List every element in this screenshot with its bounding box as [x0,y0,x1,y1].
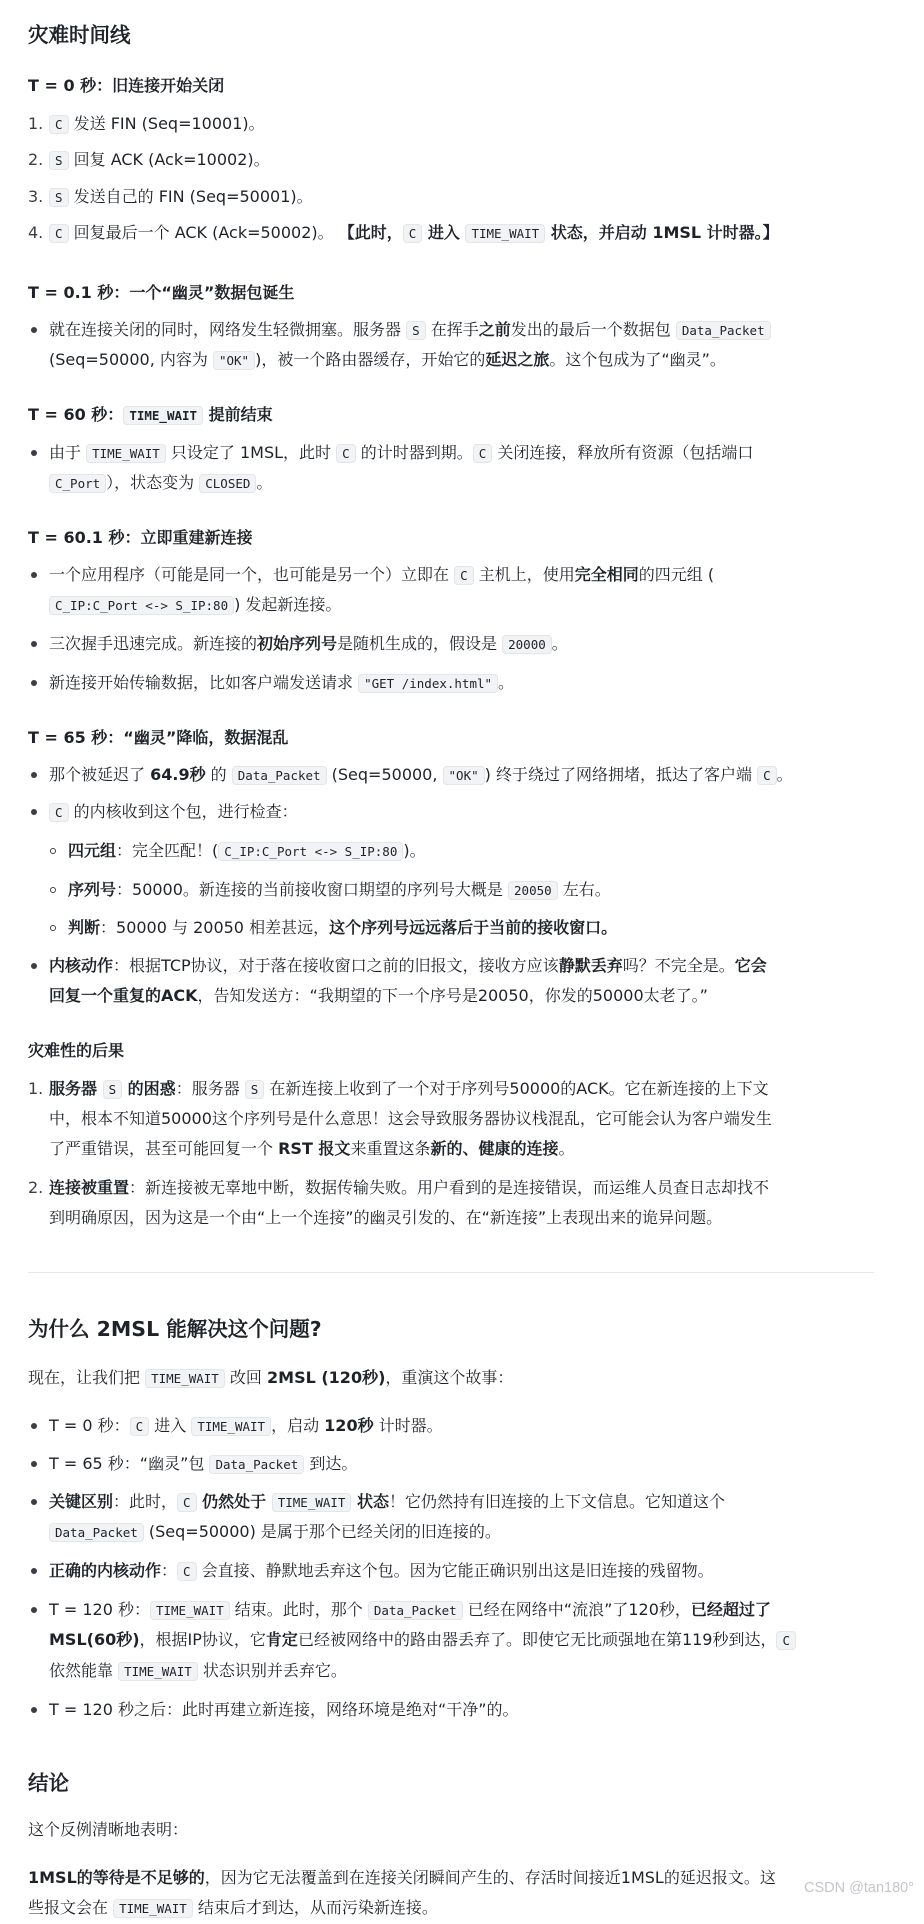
paragraph-conclusion: 1MSL的等待是不足够的，因为它无法覆盖到在连接关闭瞬间产生的、存活时间接近1MSL的延迟报文。这 [28,1868,776,1887]
heading-t01: T = 0.1 秒：一个“幽灵”数据包诞生 [28,283,295,302]
heading-t601: T = 60.1 秒：立即重建新连接 [28,528,253,547]
paragraph-conclusion-cont: 些报文会在 TIME_WAIT 结束后才到达，从而污染新连接。 [28,1898,438,1917]
paragraph-conclusion-intro: 这个反例清晰地表明： [28,1820,189,1839]
heading-t65: T = 65 秒：“幽灵”降临，数据混乱 [28,728,289,747]
watermark: CSDN @tan180° [804,1880,914,1896]
section-title-conclusion: 结论 [28,1771,69,1795]
section-title-timeline: 灾难时间线 [28,23,131,47]
heading-consequences: 灾难性的后果 [28,1041,125,1060]
paragraph-intro: 现在，让我们把 TIME_WAIT 改回 2MSL (120秒)，重演这个故事： [28,1368,514,1387]
heading-t0: T = 0 秒：旧连接开始关闭 [28,76,225,95]
section-title-why-2msl: 为什么 2MSL 能解决这个问题? [28,1317,322,1341]
divider [28,1272,874,1273]
heading-t60: T = 60 秒： TIME_WAIT 提前结束 [28,405,273,424]
